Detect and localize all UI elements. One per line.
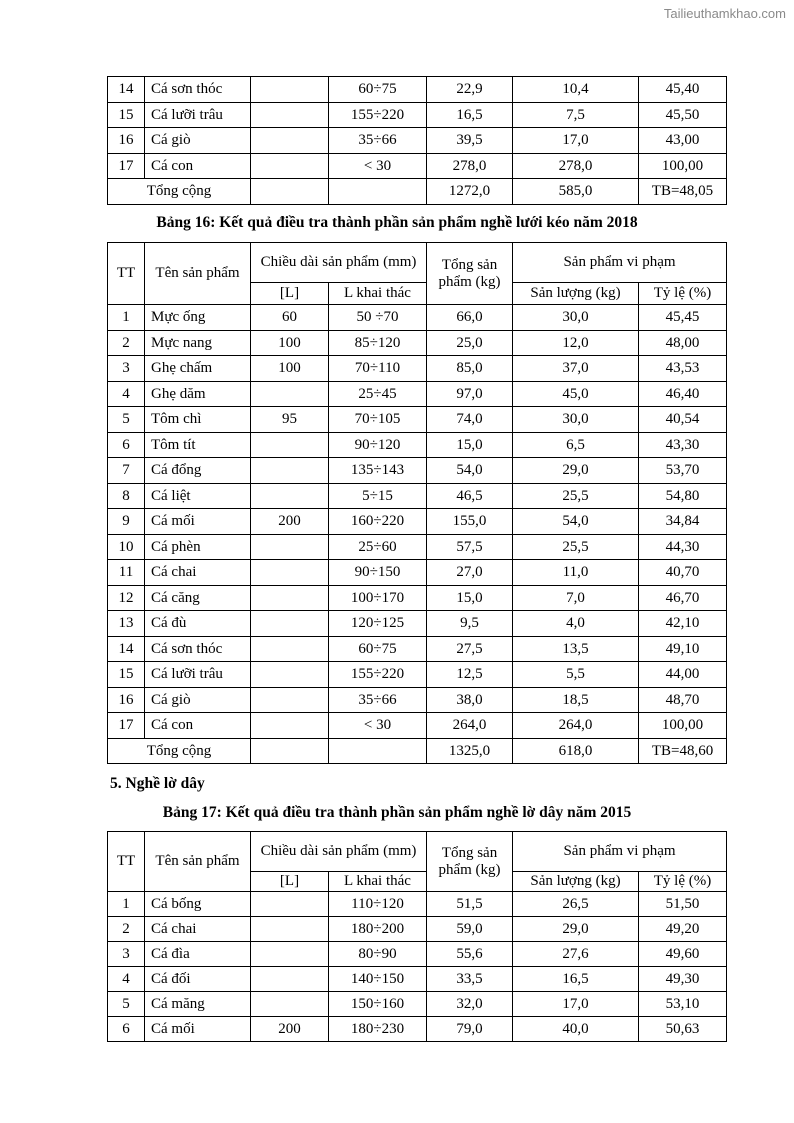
- cell-ratio: 42,10: [639, 611, 727, 637]
- cell-L-catch: [329, 738, 427, 764]
- header-total-weight: Tổng sản phẩm (kg): [427, 832, 513, 892]
- total-qty: 585,0: [513, 179, 639, 205]
- cell-product-name: Cá đối: [145, 967, 251, 992]
- cell-L-catch: 140÷150: [329, 967, 427, 992]
- cell-L-catch: 60÷75: [329, 77, 427, 103]
- header-L: [L]: [251, 283, 329, 305]
- cell-ratio: 49,60: [639, 942, 727, 967]
- cell-total-weight: 57,5: [427, 534, 513, 560]
- cell-tt: 14: [108, 636, 145, 662]
- cell-tt: 9: [108, 509, 145, 535]
- cell-ratio: 49,30: [639, 967, 727, 992]
- cell-L: [251, 153, 329, 179]
- cell-total-weight: 278,0: [427, 153, 513, 179]
- cell-product-name: Tôm chì: [145, 407, 251, 433]
- cell-qty: 5,5: [513, 662, 639, 688]
- cell-L-catch: 80÷90: [329, 942, 427, 967]
- cell-total-weight: 54,0: [427, 458, 513, 484]
- header-length: Chiều dài sản phẩm (mm): [251, 832, 427, 872]
- cell-ratio: 49,20: [639, 917, 727, 942]
- cell-product-name: Cá con: [145, 153, 251, 179]
- cell-L: [251, 611, 329, 637]
- cell-tt: 16: [108, 687, 145, 713]
- cell-tt: 6: [108, 432, 145, 458]
- cell-L-catch: 70÷110: [329, 356, 427, 382]
- cell-tt: 12: [108, 585, 145, 611]
- cell-qty: 11,0: [513, 560, 639, 586]
- table-row: [108, 687, 727, 713]
- cell-L-catch: 50 ÷70: [329, 305, 427, 331]
- table-row: [108, 992, 727, 1017]
- cell-total-weight: 9,5: [427, 611, 513, 637]
- cell-qty: 10,4: [513, 77, 639, 103]
- cell-tt: 1: [108, 305, 145, 331]
- cell-L: 100: [251, 356, 329, 382]
- cell-L: [251, 560, 329, 586]
- cell-product-name: Cá phèn: [145, 534, 251, 560]
- cell-ratio: 43,53: [639, 356, 727, 382]
- cell-total-weight: 27,5: [427, 636, 513, 662]
- cell-L-catch: 70÷105: [329, 407, 427, 433]
- watermark: Tailieuthamkhao.com: [663, 6, 786, 21]
- table-total-row: [108, 738, 727, 764]
- table-row: [108, 381, 727, 407]
- header-qty: Sản lượng (kg): [513, 283, 639, 305]
- cell-tt: 16: [108, 128, 145, 154]
- table-row: [108, 432, 727, 458]
- cell-qty: 17,0: [513, 992, 639, 1017]
- cell-qty: 25,5: [513, 483, 639, 509]
- cell-L-catch: 150÷160: [329, 992, 427, 1017]
- cell-L: [251, 128, 329, 154]
- cell-L: [251, 967, 329, 992]
- cell-ratio: 43,30: [639, 432, 727, 458]
- cell-L-catch: 60÷75: [329, 636, 427, 662]
- header-violation: Sản phẩm vi phạm: [513, 243, 727, 283]
- table-row: [108, 483, 727, 509]
- cell-qty: 18,5: [513, 687, 639, 713]
- cell-ratio: 45,45: [639, 305, 727, 331]
- cell-ratio: 100,00: [639, 713, 727, 739]
- cell-L-catch: 180÷200: [329, 917, 427, 942]
- total-ratio: TB=48,05: [639, 179, 727, 205]
- header-ratio: Tỷ lệ (%): [639, 872, 727, 892]
- header-violation: Sản phẩm vi phạm: [513, 832, 727, 872]
- cell-total-weight: 46,5: [427, 483, 513, 509]
- cell-ratio: 46,70: [639, 585, 727, 611]
- table-row: [108, 713, 727, 739]
- cell-product-name: Cá đìa: [145, 942, 251, 967]
- table-row: [108, 305, 727, 331]
- table-top-continuation: [107, 76, 727, 205]
- table-row: [108, 153, 727, 179]
- cell-qty: 4,0: [513, 611, 639, 637]
- cell-L: [251, 917, 329, 942]
- cell-ratio: 48,70: [639, 687, 727, 713]
- cell-ratio: 51,50: [639, 892, 727, 917]
- cell-product-name: Cá sơn thóc: [145, 636, 251, 662]
- header-tt: TT: [108, 832, 145, 892]
- cell-L: [251, 77, 329, 103]
- cell-qty: 25,5: [513, 534, 639, 560]
- cell-tt: 4: [108, 967, 145, 992]
- cell-product-name: Cá lưỡi trâu: [145, 662, 251, 688]
- cell-total-weight: 59,0: [427, 917, 513, 942]
- cell-product-name: Cá măng: [145, 992, 251, 1017]
- header-length: Chiều dài sản phẩm (mm): [251, 243, 427, 283]
- cell-total-weight: 16,5: [427, 102, 513, 128]
- total-weight: 1272,0: [427, 179, 513, 205]
- cell-L: [251, 636, 329, 662]
- cell-L: [251, 738, 329, 764]
- cell-product-name: Tôm tít: [145, 432, 251, 458]
- cell-product-name: Cá đù: [145, 611, 251, 637]
- header-L-catch: L khai thác: [329, 872, 427, 892]
- cell-ratio: 40,54: [639, 407, 727, 433]
- cell-total-weight: 38,0: [427, 687, 513, 713]
- cell-ratio: 48,00: [639, 330, 727, 356]
- cell-L-catch: 90÷150: [329, 560, 427, 586]
- table-17: [107, 831, 727, 1042]
- table-row: [108, 102, 727, 128]
- header-product-name: Tên sản phẩm: [145, 243, 251, 305]
- cell-tt: 4: [108, 381, 145, 407]
- cell-ratio: 50,63: [639, 1017, 727, 1042]
- cell-L: [251, 992, 329, 1017]
- cell-L-catch: < 30: [329, 153, 427, 179]
- cell-total-weight: 33,5: [427, 967, 513, 992]
- cell-L: [251, 458, 329, 484]
- table-row: [108, 967, 727, 992]
- cell-L-catch: 110÷120: [329, 892, 427, 917]
- cell-L-catch: 155÷220: [329, 662, 427, 688]
- cell-L-catch: 155÷220: [329, 102, 427, 128]
- header-L-catch: L khai thác: [329, 283, 427, 305]
- cell-tt: 11: [108, 560, 145, 586]
- header-qty: Sản lượng (kg): [513, 872, 639, 892]
- cell-total-weight: 66,0: [427, 305, 513, 331]
- cell-ratio: 53,70: [639, 458, 727, 484]
- cell-ratio: 45,50: [639, 102, 727, 128]
- cell-qty: 17,0: [513, 128, 639, 154]
- cell-qty: 16,5: [513, 967, 639, 992]
- cell-ratio: 45,40: [639, 77, 727, 103]
- cell-qty: 12,0: [513, 330, 639, 356]
- cell-ratio: 53,10: [639, 992, 727, 1017]
- cell-total-weight: 97,0: [427, 381, 513, 407]
- cell-qty: 30,0: [513, 305, 639, 331]
- table-row: [108, 662, 727, 688]
- table-row: [108, 636, 727, 662]
- cell-L-catch: 160÷220: [329, 509, 427, 535]
- cell-product-name: Mực ống: [145, 305, 251, 331]
- cell-qty: 27,6: [513, 942, 639, 967]
- table-row: [108, 917, 727, 942]
- cell-tt: 17: [108, 153, 145, 179]
- cell-product-name: Cá sơn thóc: [145, 77, 251, 103]
- cell-L: 95: [251, 407, 329, 433]
- total-weight: 1325,0: [427, 738, 513, 764]
- cell-total-weight: 15,0: [427, 432, 513, 458]
- cell-ratio: 44,00: [639, 662, 727, 688]
- cell-L: [251, 483, 329, 509]
- cell-L: [251, 942, 329, 967]
- table-row: [108, 128, 727, 154]
- cell-L-catch: [329, 179, 427, 205]
- cell-tt: 2: [108, 917, 145, 942]
- cell-tt: 13: [108, 611, 145, 637]
- cell-product-name: Cá giò: [145, 687, 251, 713]
- cell-tt: 5: [108, 992, 145, 1017]
- cell-qty: 30,0: [513, 407, 639, 433]
- cell-ratio: 44,30: [639, 534, 727, 560]
- cell-qty: 29,0: [513, 917, 639, 942]
- cell-tt: 2: [108, 330, 145, 356]
- cell-qty: 13,5: [513, 636, 639, 662]
- cell-tt: 10: [108, 534, 145, 560]
- table-row: [108, 77, 727, 103]
- cell-total-weight: 51,5: [427, 892, 513, 917]
- cell-L: [251, 662, 329, 688]
- cell-ratio: 49,10: [639, 636, 727, 662]
- cell-L-catch: 35÷66: [329, 128, 427, 154]
- cell-tt: 8: [108, 483, 145, 509]
- table17-caption: Bảng 17: Kết quả điều tra thành phần sản phẩm nghề lờ dây năm 2015: [162, 804, 632, 821]
- cell-L-catch: 135÷143: [329, 458, 427, 484]
- cell-L-catch: 35÷66: [329, 687, 427, 713]
- cell-L: 100: [251, 330, 329, 356]
- cell-product-name: Cá căng: [145, 585, 251, 611]
- cell-ratio: 34,84: [639, 509, 727, 535]
- header-tt: TT: [108, 243, 145, 305]
- cell-total-weight: 15,0: [427, 585, 513, 611]
- cell-L: [251, 179, 329, 205]
- cell-L-catch: 5÷15: [329, 483, 427, 509]
- cell-product-name: Cá bống: [145, 892, 251, 917]
- cell-tt: 1: [108, 892, 145, 917]
- cell-total-weight: 155,0: [427, 509, 513, 535]
- cell-total-weight: 12,5: [427, 662, 513, 688]
- cell-product-name: Cá liệt: [145, 483, 251, 509]
- cell-product-name: Cá giò: [145, 128, 251, 154]
- cell-tt: 15: [108, 662, 145, 688]
- table-row: [108, 892, 727, 917]
- cell-product-name: Cá chai: [145, 917, 251, 942]
- header-total-weight: Tổng sản phẩm (kg): [427, 243, 513, 305]
- header-ratio: Tỷ lệ (%): [639, 283, 727, 305]
- cell-L: [251, 534, 329, 560]
- cell-tt: 17: [108, 713, 145, 739]
- cell-total-weight: 27,0: [427, 560, 513, 586]
- cell-L-catch: 100÷170: [329, 585, 427, 611]
- cell-product-name: Cá đổng: [145, 458, 251, 484]
- total-label: Tổng cộng: [108, 738, 251, 764]
- cell-tt: 5: [108, 407, 145, 433]
- table16-caption: Bảng 16: Kết quả điều tra thành phần sản phẩm nghề lưới kéo năm 2018: [156, 214, 638, 231]
- total-qty: 618,0: [513, 738, 639, 764]
- cell-qty: 54,0: [513, 509, 639, 535]
- cell-L-catch: 85÷120: [329, 330, 427, 356]
- cell-L: [251, 892, 329, 917]
- cell-product-name: Ghẹ chấm: [145, 356, 251, 382]
- cell-L: 200: [251, 1017, 329, 1042]
- cell-qty: 37,0: [513, 356, 639, 382]
- cell-L: [251, 713, 329, 739]
- cell-qty: 278,0: [513, 153, 639, 179]
- cell-L: [251, 432, 329, 458]
- table-row: [108, 407, 727, 433]
- cell-tt: 15: [108, 102, 145, 128]
- cell-L: 60: [251, 305, 329, 331]
- total-ratio: TB=48,60: [639, 738, 727, 764]
- cell-total-weight: 264,0: [427, 713, 513, 739]
- cell-product-name: Cá chai: [145, 560, 251, 586]
- cell-product-name: Cá mối: [145, 509, 251, 535]
- table-16: [107, 242, 727, 764]
- cell-ratio: 43,00: [639, 128, 727, 154]
- cell-tt: 3: [108, 356, 145, 382]
- table-row: [108, 458, 727, 484]
- cell-product-name: Cá mối: [145, 1017, 251, 1042]
- cell-tt: 14: [108, 77, 145, 103]
- cell-product-name: Mực nang: [145, 330, 251, 356]
- cell-qty: 29,0: [513, 458, 639, 484]
- table-row: [108, 509, 727, 535]
- cell-qty: 7,5: [513, 102, 639, 128]
- cell-ratio: 54,80: [639, 483, 727, 509]
- cell-tt: 6: [108, 1017, 145, 1042]
- cell-qty: 45,0: [513, 381, 639, 407]
- cell-tt: 7: [108, 458, 145, 484]
- cell-product-name: Ghẹ dăm: [145, 381, 251, 407]
- table-row: [108, 585, 727, 611]
- cell-L-catch: 25÷60: [329, 534, 427, 560]
- cell-L: [251, 102, 329, 128]
- cell-total-weight: 22,9: [427, 77, 513, 103]
- cell-total-weight: 55,6: [427, 942, 513, 967]
- cell-tt: 3: [108, 942, 145, 967]
- cell-qty: 7,0: [513, 585, 639, 611]
- table-row: [108, 611, 727, 637]
- table-row: [108, 534, 727, 560]
- cell-total-weight: 79,0: [427, 1017, 513, 1042]
- cell-L-catch: < 30: [329, 713, 427, 739]
- table-row: [108, 942, 727, 967]
- cell-total-weight: 32,0: [427, 992, 513, 1017]
- header-L: [L]: [251, 872, 329, 892]
- cell-L-catch: 25÷45: [329, 381, 427, 407]
- cell-total-weight: 39,5: [427, 128, 513, 154]
- table-row: [108, 356, 727, 382]
- cell-L-catch: 90÷120: [329, 432, 427, 458]
- table-total-row: [108, 179, 727, 205]
- cell-product-name: Cá lưỡi trâu: [145, 102, 251, 128]
- section-heading: 5. Nghề lờ dây: [110, 775, 205, 792]
- cell-total-weight: 85,0: [427, 356, 513, 382]
- table-row: [108, 330, 727, 356]
- cell-ratio: 40,70: [639, 560, 727, 586]
- table-row: [108, 1017, 727, 1042]
- cell-L-catch: 180÷230: [329, 1017, 427, 1042]
- cell-L: [251, 585, 329, 611]
- table-row: [108, 560, 727, 586]
- cell-L: 200: [251, 509, 329, 535]
- cell-L: [251, 381, 329, 407]
- cell-total-weight: 25,0: [427, 330, 513, 356]
- cell-qty: 40,0: [513, 1017, 639, 1042]
- cell-L-catch: 120÷125: [329, 611, 427, 637]
- cell-product-name: Cá con: [145, 713, 251, 739]
- total-label: Tổng cộng: [108, 179, 251, 205]
- header-product-name: Tên sản phẩm: [145, 832, 251, 892]
- cell-qty: 264,0: [513, 713, 639, 739]
- cell-qty: 6,5: [513, 432, 639, 458]
- cell-L: [251, 687, 329, 713]
- cell-ratio: 46,40: [639, 381, 727, 407]
- cell-qty: 26,5: [513, 892, 639, 917]
- cell-total-weight: 74,0: [427, 407, 513, 433]
- cell-ratio: 100,00: [639, 153, 727, 179]
